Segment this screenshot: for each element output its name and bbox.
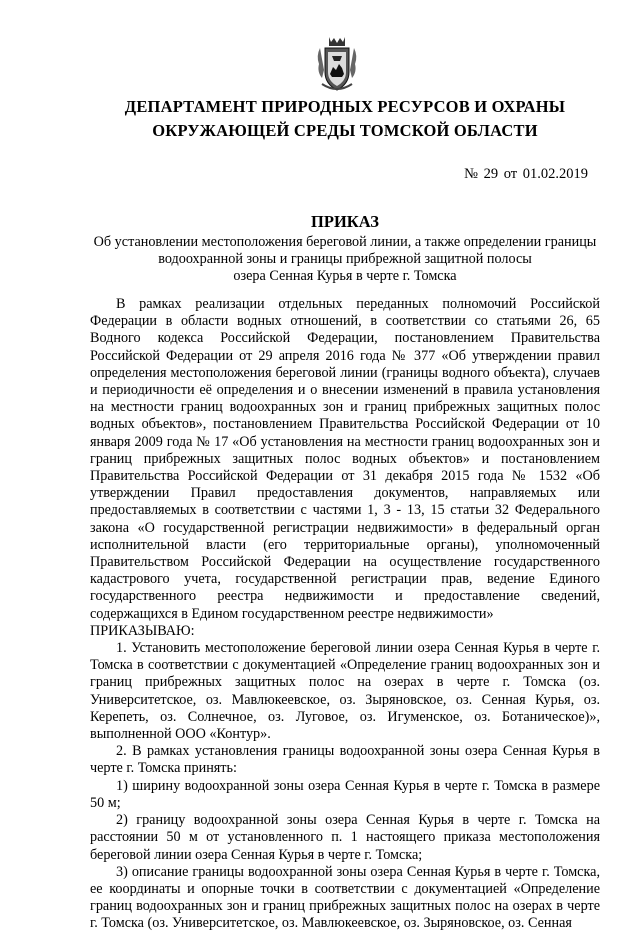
- subject-line-1: Об установлении местоположения береговой линии, а также определении границы: [93, 234, 597, 250]
- department-name: [90, 95, 600, 143]
- item-2-2-paragraph: 2) границу водоохранной зоны озера Сенная Курья в черте г. Томска на расстоянии 50 м от установленного п. 1 настоящего приказа местоположения береговой линии озера Сенная Курья в черте г. Томска;: [90, 812, 600, 863]
- order-number: 29: [483, 166, 499, 182]
- department-line-2: ОКРУЖАЮЩЕЙ СРЕДЫ ТОМСКОЙ ОБЛАСТИ: [152, 121, 538, 140]
- department-line-1: ДЕПАРТАМЕНТ ПРИРОДНЫХ РЕСУРСОВ И ОХРАНЫ: [124, 97, 566, 116]
- date-prefix: от: [503, 166, 518, 182]
- coat-of-arms-icon: [314, 34, 360, 94]
- subject-line-3: озера Сенная Курья в черте г. Томска: [233, 268, 457, 284]
- order-word: ПРИКАЗЫВАЮ:: [90, 622, 195, 639]
- document-type-title: ПРИКАЗ: [311, 212, 379, 231]
- preamble-paragraph: В рамках реализации отдельных переданных полномочий Российской Федерации в области водных отношений, в соответствии со статьями 26, 65 Водного кодекса Российской Федерации, постановлением Правительства Российской Федерации от 29 апреля 2016 года № 377 «Об утверждении правил определения местоположения береговой линии (границы водного объекта), случаев и периодичности её определения и о внесении изменений в правила установления на местности границ водоохранных зон и границ прибрежных защитных полос водных объектов», постановлением Правительства Российской Федерации от 10 января 2009 года № 17 «Об установления на местности границ водоохранных зон и границ прибрежных защитных полос водных объектов» и постановлением Правительства Российской Федерации от 31 декабря 2015 года № 1532 «Об утверждении Правил предоставления документов, направляемых или предоставляемых в соответствии с частями 1, 3 - 13, 15 статьи 32 Федерального закона «О государственной регистрации недвижимости» в федеральный орган исполнительной власти (его территориальные органы), уполномоченный Правительством Российской Федерации на осуществление государственного кадастрового учета, государственной регистрации прав, ведение Единого государственного реестра недвижимости и предоставление сведений, содержащихся в Едином государственном реестре недвижимости»: [90, 296, 600, 622]
- item-1-paragraph: 1. Установить местоположение береговой линии озера Сенная Курья в черте г. Томска в соответствии с документацией «Определение границ водоохранных зон и границ прибрежных защитных полос на озерах в черте г. Томска (оз. Университетское, оз. Мавлюкеевское, оз. Зыряновское, оз. Сенная Курья, оз. Керепеть, оз. Солнечное, оз. Луговое, оз. Игуменское, оз. Ботаническое)», выполненной ООО «Контур».: [90, 640, 600, 743]
- document-subject: [90, 234, 600, 285]
- item-2-paragraph: 2. В рамках установления границы водоохранной зоны озера Сенная Курья в черте г. Томска принять:: [90, 743, 600, 777]
- subject-line-2: водоохранной зоны и границы прибрежной защитной полосы: [158, 251, 532, 267]
- document-body: [90, 296, 600, 933]
- order-date: 01.02.2019: [522, 166, 588, 182]
- number-prefix: №: [464, 166, 478, 182]
- item-2-3-paragraph: 3) описание границы водоохранной зоны озера Сенная Курья в черте г. Томска, ее координаты и опорные точки в соответствии с документацией «Определение границ водоохранных зон и границ прибрежных защитных полос на озерах в черте г. Томска (оз. Университетское, оз. Мавлюкеевское, оз. Зыряновское, оз. Сенная: [90, 863, 600, 932]
- order-number-date: [464, 166, 588, 183]
- item-2-1-paragraph: 1) ширину водоохранной зоны озера Сенная Курья в черте г. Томска в размере 50 м;: [90, 777, 600, 811]
